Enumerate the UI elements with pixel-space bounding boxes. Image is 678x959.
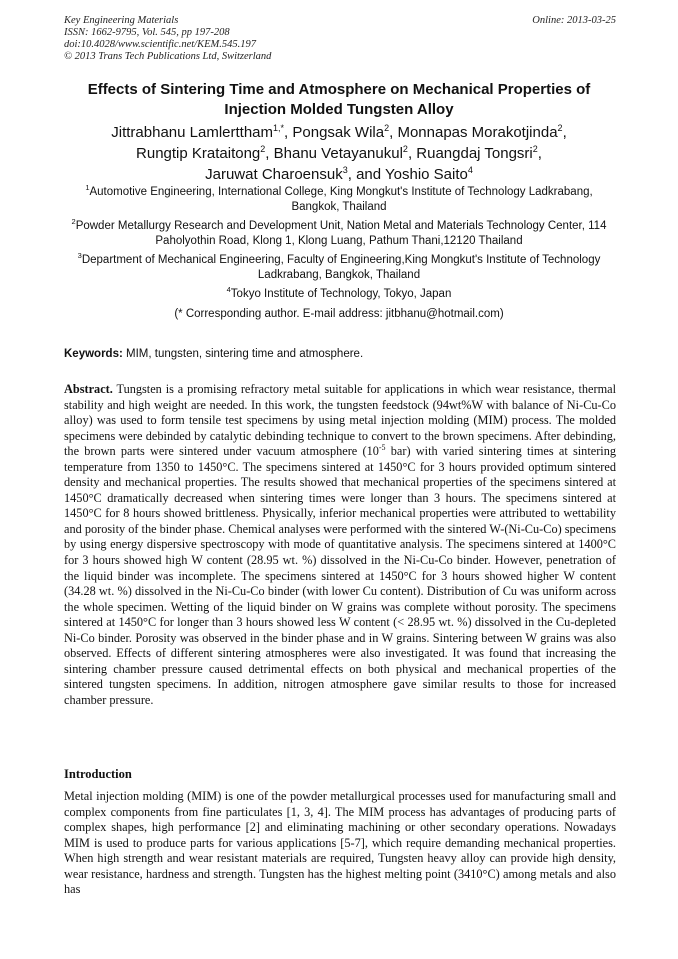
author-name: Jittrabhanu Lamlerttham (111, 124, 273, 141)
author-name: Monnapas Morakotjinda (397, 124, 558, 141)
author-affil-sup: 4 (467, 165, 473, 175)
affiliations (60, 185, 618, 326)
author-affil-sup: 2 (532, 144, 538, 154)
affiliation-2: $^2$Powder Metallurgy Research and Development Unit, Nation Metal and Materials Technology Center, 114 Paholyothin Road, Klong 1, Klong Luang, Pathum Thani,12120 Thailand (71, 217, 607, 247)
author-affil-sup: 2 (557, 123, 563, 133)
author-affil-sup: 2 (402, 144, 408, 154)
author-affil-sup: 3 (342, 165, 348, 175)
author-name: Ruangdaj Tongsri (416, 145, 533, 162)
author-affil-sup: 1,* (273, 123, 285, 133)
author-affil-sup: 2 (260, 144, 266, 154)
author-line-1: Jittrabhanu Lamlerttham$^{1,*}$, Pongsak Wila$^2$, Monnapas Morakotjinda$^2$, (111, 123, 567, 141)
journal-header (64, 15, 616, 63)
author-list (40, 122, 638, 185)
affiliation-3: $^3$Department of Mechanical Engineering, Faculty of Engineering,King Mongkut's Institute of Technology Ladkrabang, Bangkok, Thailand (77, 251, 601, 281)
paper-title (50, 80, 628, 120)
author-name: Rungtip Krataitong (136, 145, 261, 162)
author-affil-sup: 2 (384, 123, 390, 133)
keywords-text: MIM, tungsten, sintering time and atmosphere. (126, 348, 364, 360)
doi-line: doi:10.4028/www.scientific.net/KEM.545.197 (64, 39, 256, 50)
title-line-1: Effects of Sintering Time and Atmosphere on Mechanical Properties of (87, 81, 591, 98)
corresponding-author: (* Corresponding author. E-mail address: jitbhanu@hotmail.com) (174, 307, 504, 320)
issn-line: ISSN: 1662-9795, Vol. 545, pp 197-208 (64, 27, 230, 38)
author-line-3: Jaruwat Charoensuk$^3$, and Yoshio Saito$^4$ (205, 165, 473, 183)
author-name: Bhanu Vetayanukul (273, 145, 403, 162)
title-line-2: Injection Molded Tungsten Alloy (224, 101, 454, 118)
journal-name: Key Engineering Materials (64, 15, 179, 26)
affiliation-1: $^1$Automotive Engineering, International College, King Mongkut's Institute of Technology Ladkrabang, Bangkok, Thailand (85, 183, 593, 213)
online-date: Online: 2013-03-25 (532, 15, 616, 26)
author-name: Pongsak Wila (292, 124, 385, 141)
abstract (64, 382, 616, 708)
abstract-text: Tungsten is a promising refractory metal suitable for applications in which wear resistance, thermal stability and high weight are needed. In this work, the tungsten feedstock (94wt%W with balance of Ni-Cu-Co alloy) was used to form tensile test specimens by using metal injection molding (MIM) process. The molded specimens were debinded by catalytic debinding technique to convert to the brown specimens. After debinding, the brown parts were sintered under vacuum atmosphere ($10^{-5}$ bar) with varied sintering times at sintering temperature from 1350 to 1450°C. The specimens sintered at 1450°C for 3 hours provided optimum sintered density and mechanical properties. The results showed that mechanical properties of the specimens sintered at 1450°C dramatically decreased when sintering times were longer than 3 hours. The specimens sintered at 1450°C for 8 hours showed brittleness. Physically, inferior mechanical properties were attributed to wettability and porosity of the binder phase. Chemical analyses were performed with the sintered W-(Ni-Cu-Co) specimens by using energy dispersive spectroscopy with mode of quantitative analysis. The specimens sintered at 1400°C for 3 hours showed high W content (28.95 wt. %) dissolved in the Ni-Cu-Co binder. However, penetration of the liquid binder was incomplete. The specimens sintered at 1450°C for 3 hours showed higher W content (34.28 wt. %) dissolved in the Ni-Cu-Co binder (with lower Cu content). Distribution of Cu was uniform across the whole specimen. Wetting of the liquid binder on W grains was complete without porosity. The specimens sintered at 1450°C for longer than 3 hours showed less W content (< 28.95 wt. %) dissolved in the Cu-depleted Ni-Co binder. Porosity was observed in the binder phase and in W grains. Sintering between W grains was also observed. Effects of different sintering atmospheres were also investigated. It was found that increasing the sintering chamber pressure caused detrimental effects on both physical and mechanical properties of the sintered tungsten specimens. In addition, nitrogen atmosphere gave similar results to those for increased chamber pressure. (64, 382, 617, 707)
author-name: Jaruwat Charoensuk (205, 166, 343, 183)
affiliation-4: $^4$Tokyo Institute of Technology, Tokyo, Japan (226, 285, 452, 300)
author-line-2: Rungtip Krataitong$^2$, Bhanu Vetayanukul$^2$, Ruangdaj Tongsri$^2$, (136, 144, 542, 162)
keywords (64, 347, 616, 361)
introduction-text: Metal injection molding (MIM) is one of the powder metallurgical processes used for manufacturing small and complex components from fine particulates [1, 3, 4]. The MIM process has advantages of producing parts of complex shapes, high performance [2] and eliminating machining or other secondary operations. Nowadays MIM is used to produce parts for various applications [5-7], which require demanding mechanical properties. When high strength and wear resistant materials are required, Tungsten heavy alloy can provide high density, wear resistance, hardness and strength. Tungsten has the highest melting point (3410°C) among metals and also has (64, 789, 616, 897)
copyright-line: © 2013 Trans Tech Publications Ltd, Switzerland (64, 51, 272, 62)
keywords-label: Keywords: (64, 348, 123, 360)
abstract-label: Abstract. (64, 382, 113, 396)
introduction-heading: Introduction (64, 767, 132, 781)
author-name: Yoshio Saito (385, 166, 468, 183)
